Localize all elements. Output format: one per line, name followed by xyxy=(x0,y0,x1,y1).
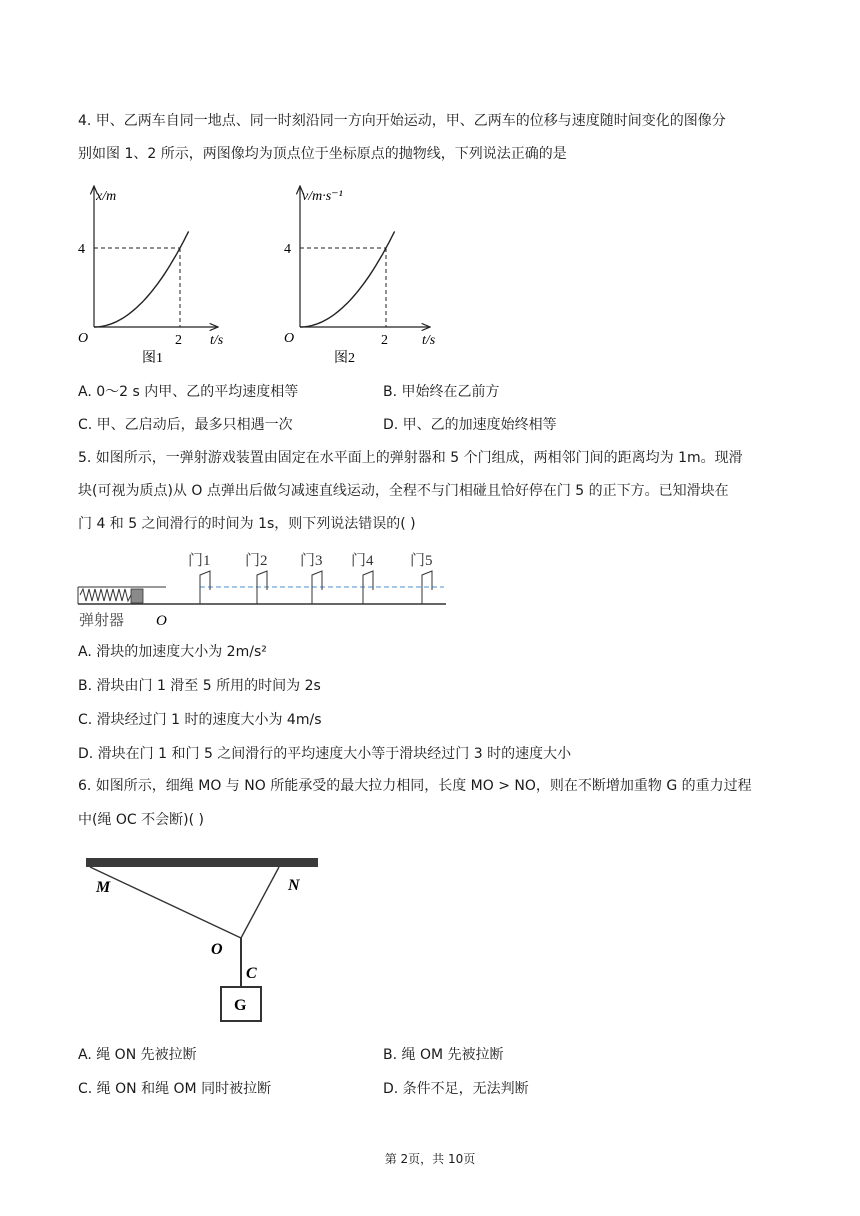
gate-label-4: 门4 xyxy=(351,553,374,569)
gate-5 xyxy=(410,552,433,604)
launcher-label: 弹射器 xyxy=(79,613,125,629)
gate-label-1: 门1 xyxy=(188,553,211,569)
q6-option-c: C. 绳 ON 和绳 OM 同时被拉断 xyxy=(78,1081,272,1097)
fig2-x-tick-label: 2 xyxy=(381,333,388,348)
label-g: G xyxy=(234,997,247,1014)
fig1-parabola-curve xyxy=(94,231,189,327)
fig1-caption: 图1 xyxy=(142,351,163,366)
fig2-origin-label: O xyxy=(284,331,295,346)
q5-stem-line1: 5. 如图所示，一弹射游戏装置由固定在水平面上的弹射器和 5 个门组成，两相邻门间的距离均为 1m。现滑 xyxy=(78,450,743,466)
launcher-spring xyxy=(80,589,131,601)
fig2-y-tick-label: 4 xyxy=(284,242,291,257)
page-footer: 第 2页，共 10页 xyxy=(384,1152,476,1166)
q5-option-d: D. 滑块在门 1 和门 5 之间滑行的平均速度大小等于滑块经过门 3 时的速度大小 xyxy=(78,746,572,762)
gate-label-2: 门2 xyxy=(245,553,268,569)
gate-label-5: 门5 xyxy=(410,553,433,569)
figure-2-velocity-time-graph xyxy=(276,180,456,370)
figure-1-position-time-graph xyxy=(70,180,250,370)
q6-option-d: D. 条件不足，无法判断 xyxy=(383,1081,529,1097)
fig2-x-label: t/s xyxy=(422,333,436,348)
gate-4 xyxy=(351,552,374,604)
q6-stem-line2: 中(绳 OC 不会断)( ) xyxy=(78,812,204,828)
q5-stem-line3: 门 4 和 5 之间滑行的时间为 1s，则下列说法错误的( ) xyxy=(78,516,416,532)
q6-rope-weight-figure xyxy=(84,852,324,1032)
rope-no xyxy=(241,867,279,938)
q4-option-c: C. 甲、乙启动后，最多只相遇一次 xyxy=(78,417,293,433)
q4-option-b: B. 甲始终在乙前方 xyxy=(383,384,500,400)
q4-stem-line2: 别如图 1、2 所示，两图像均为顶点位于坐标原点的抛物线，下列说法正确的是 xyxy=(78,146,567,162)
label-o: O xyxy=(211,941,223,958)
fig1-y-label: x/m xyxy=(96,189,117,204)
gate-3 xyxy=(300,552,323,604)
gate-1 xyxy=(188,552,211,604)
rope-mo xyxy=(90,867,241,938)
q5-stem-line2: 块(可视为质点)从 O 点弹出后做匀减速直线运动，全程不与门相碰且恰好停在门 5 的正下方。已知滑块在 xyxy=(78,483,729,499)
q6-option-a: A. 绳 ON 先被拉断 xyxy=(78,1047,197,1063)
origin-o-label: O xyxy=(156,613,167,629)
q4-option-d: D. 甲、乙的加速度始终相等 xyxy=(383,417,557,433)
fig2-caption: 图2 xyxy=(334,351,355,366)
q5-option-b: B. 滑块由门 1 滑至 5 所用的时间为 2s xyxy=(78,678,321,694)
q6-option-b: B. 绳 OM 先被拉断 xyxy=(383,1047,504,1063)
label-n: N xyxy=(288,877,300,894)
q4-stem-line1: 4. 甲、乙两车自同一地点、同一时刻沿同一方向开始运动，甲、乙两车的位移与速度随时间变化的图像分 xyxy=(78,113,726,129)
q6-stem-line1: 6. 如图所示，细绳 MO 与 NO 所能承受的最大拉力相同，长度 MO > NO，则在不断增加重物 G 的重力过程 xyxy=(78,778,752,794)
fig1-x-tick-label: 2 xyxy=(175,333,182,348)
q4-option-a: A. 0～2 s 内甲、乙的平均速度相等 xyxy=(78,384,299,400)
ceiling-beam xyxy=(86,858,318,867)
gate-label-3: 门3 xyxy=(300,553,323,569)
fig1-y-tick-label: 4 xyxy=(78,242,85,257)
fig1-x-label: t/s xyxy=(210,333,224,348)
label-m: M xyxy=(96,879,111,896)
label-c: C xyxy=(246,965,257,982)
fig2-y-label: v/m·s⁻¹ xyxy=(302,189,343,204)
q5-launcher-gates-figure xyxy=(76,545,456,630)
fig1-origin-label: O xyxy=(78,331,89,346)
slider-block xyxy=(131,589,143,603)
q5-option-a: A. 滑块的加速度大小为 2m/s² xyxy=(78,644,267,660)
q5-option-c: C. 滑块经过门 1 时的速度大小为 4m/s xyxy=(78,712,322,728)
fig2-parabola-curve xyxy=(300,231,395,327)
gate-2 xyxy=(245,552,268,604)
